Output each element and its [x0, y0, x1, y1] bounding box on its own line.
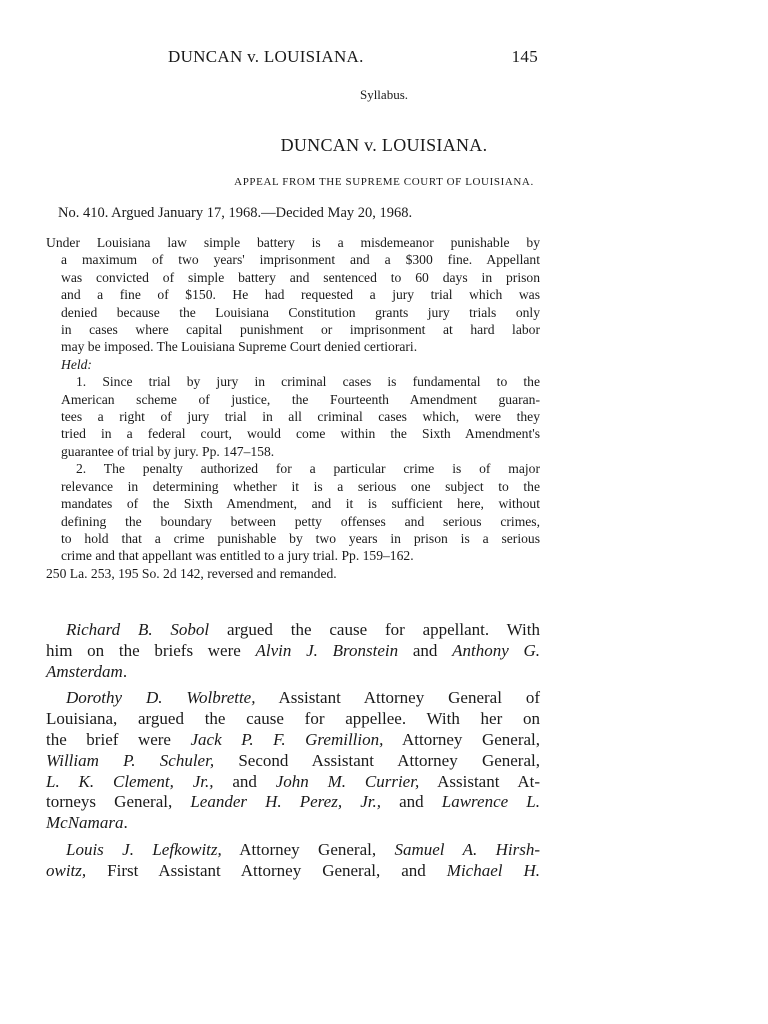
counsel-line [46, 861, 540, 882]
holding-line: tried in a federal court, would come within the Sixth Amendment's [61, 426, 540, 442]
holding-line: relevance in determining whether it is a serious one subject to the [61, 478, 540, 494]
amicus-counsel [46, 840, 540, 882]
holding-line: to hold that a crime punishable by two years in prison is a serious [61, 530, 540, 546]
attorney-name: William P. Schuler, [46, 750, 215, 770]
counsel-section [46, 620, 540, 888]
appeal-line: APPEAL FROM THE SUPREME COURT OF LOUISIANA. [234, 176, 534, 188]
counsel-text: . [122, 661, 128, 681]
held-text: Held: [61, 356, 92, 372]
attorney-name: Alvin J. Bronstein [255, 640, 399, 660]
counsel-text: Attorney General, [383, 729, 541, 749]
disposition-line: 250 La. 253, 195 So. 2d 142, reversed and remanded. [46, 565, 337, 581]
attorney-name: Lawrence L. [441, 792, 541, 812]
syllabus-line: denied because the Louisiana Constitution grants jury trials only [61, 304, 540, 320]
holding-line: 2. The penalty authorized for a particular crime is of major [76, 461, 540, 477]
attorney-name: McNamara [46, 813, 124, 833]
attorney-name: John M. Currier, [275, 771, 420, 791]
holding-line: tees a right of jury trial in all criminal cases which, were they [61, 409, 540, 425]
attorney-name: Samuel A. Hirsh- [394, 839, 540, 859]
counsel-line: Louisiana, argued the cause for appellee. With her on [46, 709, 540, 729]
counsel-text: Assistant At- [419, 771, 541, 791]
counsel-text: . [123, 813, 128, 833]
counsel-line [46, 688, 540, 709]
counsel-line [46, 813, 540, 834]
appellant-counsel [46, 620, 540, 682]
running-title: DUNCAN v. LOUISIANA. [168, 47, 364, 66]
docket-line: No. 410. Argued January 17, 1968.—Decided May 20, 1968. [58, 205, 413, 221]
counsel-text: argued the cause for appellant. With [209, 620, 540, 639]
page-number: 145 [511, 47, 538, 66]
attorney-name: Richard B. Sobol [66, 620, 210, 639]
attorney-name: Leander H. Perez, Jr., [190, 792, 381, 812]
holding-line: defining the boundary between petty offenses and serious crimes, [61, 513, 540, 529]
counsel-line [46, 772, 540, 793]
attorney-name: owitz, [46, 860, 87, 880]
syllabus-line: in cases where capital punishment or imprisonment at hard labor [61, 322, 540, 338]
holding-line: guarantee of trial by jury. Pp. 147–158. [61, 443, 275, 459]
counsel-line [46, 730, 540, 751]
appellee-counsel [46, 688, 540, 834]
attorney-name: Jack P. F. Gremillion, [190, 729, 384, 749]
counsel-text: and [380, 792, 442, 812]
counsel-line [46, 840, 540, 861]
counsel-text: and [398, 640, 453, 660]
syllabus-body [46, 234, 540, 582]
attorney-name: Michael H. [446, 860, 540, 880]
held-label [46, 356, 540, 373]
counsel-text: Attorney General, [221, 839, 395, 859]
counsel-text: First Assistant Attorney General, and [86, 860, 447, 880]
attorney-name: L. K. Clement, Jr., [46, 771, 214, 791]
counsel-text: the brief were [46, 729, 191, 749]
syllabus-label: Syllabus. [359, 87, 409, 102]
counsel-text: Assistant Attorney General of [255, 688, 540, 708]
counsel-text: him on the briefs were [46, 640, 256, 660]
counsel-line [46, 792, 540, 813]
attorney-name: Dorothy D. Wolbrette, [66, 688, 256, 708]
syllabus-line: a maximum of two years' imprisonment and a $300 fine. Appellant [61, 252, 540, 268]
counsel-line [46, 641, 540, 662]
holding-line: crime and that appellant was entitled to a jury trial. Pp. 159–162. [61, 548, 414, 564]
attorney-name: Anthony G. [452, 640, 541, 660]
holding-line: mandates of the Sixth Amendment, and it is sufficient here, without [61, 496, 540, 512]
attorney-name: Amsterdam [46, 661, 123, 681]
counsel-line [46, 620, 540, 641]
syllabus-line: was convicted of simple battery and sentenced to 60 days in prison [61, 269, 540, 285]
syllabus-line: Under Louisiana law simple battery is a misdemeanor punishable by [46, 235, 540, 250]
case-title: DUNCAN v. LOUISIANA. [280, 135, 488, 155]
counsel-text: Second Assistant Attorney General, [214, 750, 540, 770]
attorney-name: Louis J. Lefkowitz, [66, 839, 222, 859]
counsel-text: torneys General, [46, 792, 191, 812]
counsel-line [46, 751, 540, 772]
counsel-text: and [213, 771, 276, 791]
syllabus-line: may be imposed. The Louisiana Supreme Court denied certiorari. [61, 339, 418, 355]
counsel-line [46, 662, 540, 683]
syllabus-line: and a fine of $150. He had requested a jury trial which was [61, 287, 540, 303]
holding-line: American scheme of justice, the Fourteenth Amendment guaran- [61, 391, 540, 407]
holding-line: 1. Since trial by jury in criminal cases is fundamental to the [76, 374, 540, 390]
